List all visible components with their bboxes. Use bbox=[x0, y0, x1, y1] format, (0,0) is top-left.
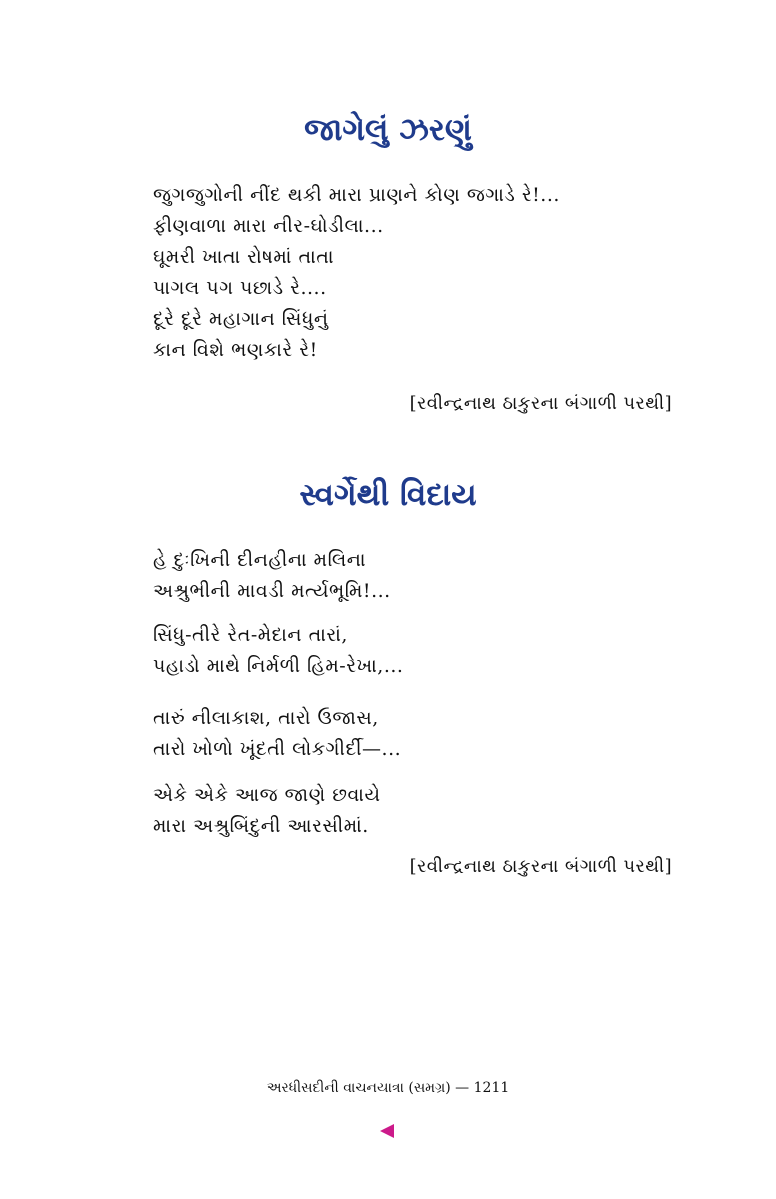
poem-title-jagelu-jharnu: જાગેલું ઝરણું bbox=[304, 112, 472, 148]
poem-line: જુગજુગોની નીંદ થકી મારા પ્રાણને કોણ જગાડે રે!... bbox=[153, 184, 560, 206]
poem-title-swargethi-viday: સ્વર્ગેથી વિદાય bbox=[299, 477, 477, 513]
poem-line: તારું નીલાકાશ, તારો ઉજાસ, bbox=[153, 707, 379, 729]
page-footer: અરધીસદીની વાચનયાત્રા (સમગ્ર) — 1211 bbox=[266, 1080, 510, 1096]
poem-line: અશ્રુભીની માવડી મર્ત્યભૂમિ!... bbox=[153, 580, 391, 602]
poem-line: પહાડો માથે નિર્મળી હિમ-રેખા,... bbox=[153, 655, 404, 677]
poem-line: કાન વિશે ભણકારે રે! bbox=[153, 339, 318, 361]
poem-2-stanza-4 bbox=[153, 780, 381, 842]
poem-1-attribution: [રવીન્દ્રનાથ ઠાકુરના બંગાળી પરથી] bbox=[409, 393, 672, 414]
poem-line: પાગલ પગ પછાડે રે.... bbox=[153, 277, 327, 299]
poem-line: મારા અશ્રુબિંદુની આરસીમાં. bbox=[153, 815, 369, 837]
poem-line: ફીણવાળા મારા નીર-ઘોડીલા... bbox=[153, 215, 384, 237]
poem-line: દૂરે દૂરે મહાગાન સિંધુનું bbox=[153, 308, 329, 330]
poem-2-stanza-2 bbox=[153, 620, 403, 682]
poem-2-attribution: [રવીન્દ્રનાથ ઠાકુરના બંગાળી પરથી] bbox=[409, 856, 672, 877]
poem-2-stanza-3 bbox=[153, 703, 401, 765]
poem-1-stanza bbox=[153, 180, 560, 366]
poem-line: હે દુઃખિની દીનહીના મલિના bbox=[153, 549, 367, 571]
poem-line: ઘૂમરી ખાતા રોષમાં તાતા bbox=[153, 246, 334, 268]
poem-line: એકે એકે આજ જાણે છવાયે bbox=[153, 784, 381, 806]
left-triangle-icon[interactable] bbox=[380, 1124, 394, 1138]
poem-line: તારો ખોળો ખૂંદતી લોકગીર્દી—... bbox=[153, 738, 402, 760]
poem-line: સિંધુ-તીરે રેત-મેદાન તારાં, bbox=[153, 624, 348, 646]
poem-2-stanza-1 bbox=[153, 545, 391, 607]
